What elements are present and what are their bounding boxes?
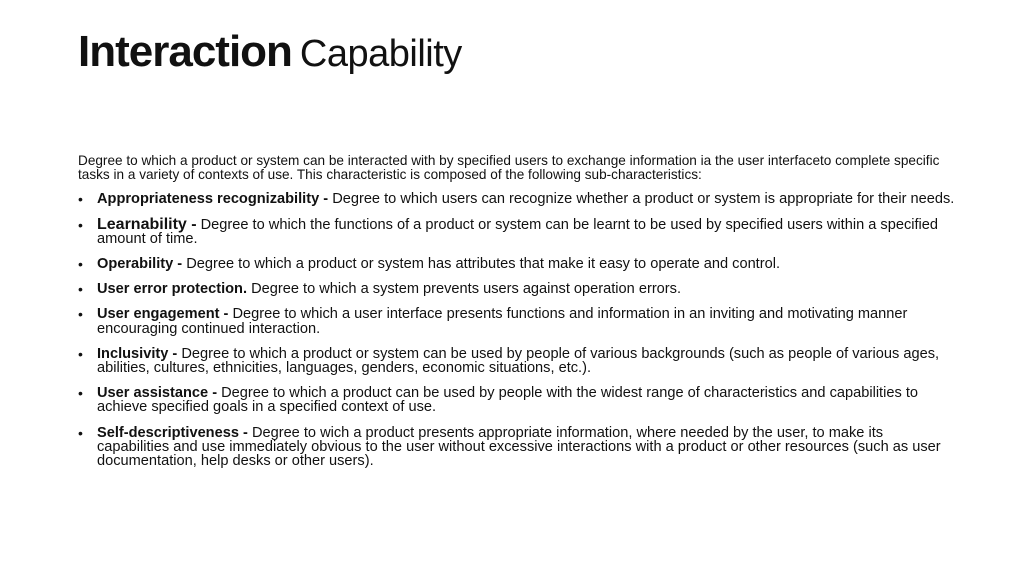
sub-characteristics-list [78,192,958,468]
list-item-appropriateness-recognizability [78,192,958,206]
slide-title [78,27,462,76]
term-description: Degree to which a product or system can be used by people of various backgrounds (such as people of various ages, abilities, cultures, ethnicities, languages, genders, economic situations, etc.). [97,345,940,377]
term-label: User engagement - [97,306,229,323]
term-description: Degree to which users can recognize whether a product or system is appropriate for their needs. [332,191,955,208]
bullet-icon: • [78,424,83,441]
term-label: Learnability - [97,215,197,233]
term-label: Inclusivity - [97,345,178,362]
list-item-operability [78,257,958,271]
title-part-capability: Capability [299,33,462,75]
bullet-icon: • [78,385,83,402]
term-label: User assistance - [97,385,218,402]
list-item-learnability [78,215,958,247]
term-description: Degree to which a user interface presents functions and information in an inviting and motivating manner encouraging continued interaction. [97,306,908,337]
slide-body [78,154,958,479]
list-item-inclusivity [78,347,958,375]
list-item-user-error-protection [78,282,958,296]
term-description: Degree to which a product or system has attributes that make it easy to operate and control. [186,256,781,273]
term-label: Operability - [97,256,183,273]
bullet-icon: • [78,216,83,233]
term-label: Self-descriptiveness - [97,424,248,441]
list-item-user-engagement [78,307,958,335]
term-description: Degree to which a product can be used by people with the widest range of characteristics and capabilities to achieve specified goals in a specified context of use. [97,385,918,416]
bullet-icon: • [78,256,83,273]
list-item-self-descriptiveness [78,426,958,469]
title-part-interaction: Interaction [78,27,292,76]
intro-paragraph: Degree to which a product or system can be interacted with by specified users to exchange information ia the user interfaceto complete specific tasks in a variety of contexts of use. This characteristic is composed of the following sub-characteristics: [78,153,940,183]
bullet-icon: • [78,345,83,362]
term-description: Degree to which a system prevents users against operation errors. [251,281,682,298]
term-label: User error protection. [97,281,248,298]
term-label: Appropriateness recognizability - [97,191,329,208]
list-item-user-assistance [78,386,958,414]
bullet-icon: • [78,191,83,208]
term-description: Degree to which the functions of a product or system can be learnt to be used by specified users within a specified amount of time. [97,216,939,247]
bullet-icon: • [78,281,83,298]
bullet-icon: • [78,306,83,323]
term-description: Degree to wich a product presents appropriate information, where needed by the user, to make its capabilities and use immediately obvious to the user without excessive interactions with a product or other resources (such as user documentation, help desks or other users). [97,424,941,470]
